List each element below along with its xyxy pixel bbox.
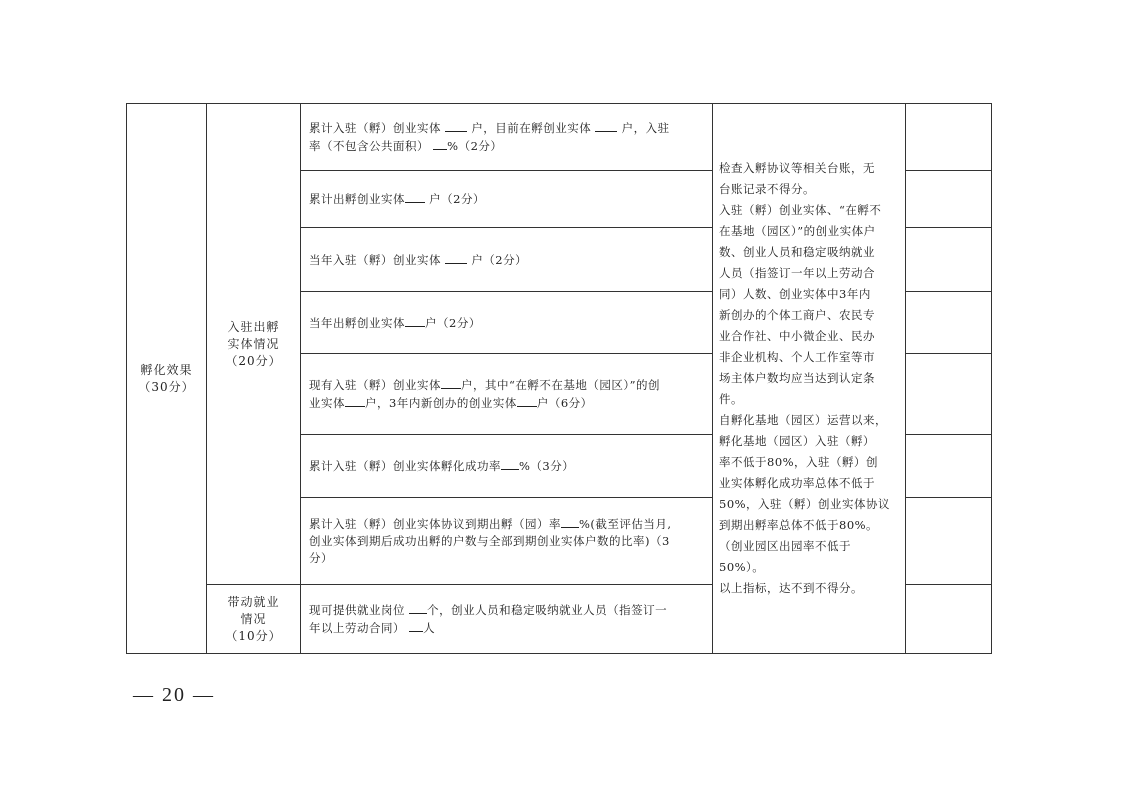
evaluation-table (126, 103, 992, 654)
blank (409, 619, 423, 632)
note-line: 非企业机构、个人工作室等市 (719, 350, 875, 364)
note-line: 率不低于80%，入驻（孵）创 (719, 455, 879, 469)
blank (345, 394, 365, 407)
note-line: 检查入孵协议等相关台账，无 (719, 161, 875, 175)
subcategory-1-line2: 实体情况 (227, 336, 280, 351)
note-line: 同）人数、创业实体中3年内 (719, 287, 871, 301)
note-line: 件。 (719, 392, 743, 406)
score-cell-3[interactable] (906, 228, 992, 292)
note-line: （创业园区出园率不低于 (719, 539, 851, 553)
subcategory-1-line1: 入驻出孵 (227, 319, 280, 334)
blank (441, 376, 461, 389)
blank (445, 119, 467, 132)
note-line: 50%，入驻（孵）创业实体协议 (719, 497, 891, 511)
subcategory-2-score: （10分） (225, 628, 282, 643)
note-line: 50%）。 (719, 560, 765, 574)
blank (501, 457, 519, 470)
blank (405, 314, 425, 327)
note-line: 新创办的个体工商户、农民专 (719, 308, 875, 322)
blank (433, 137, 447, 150)
item-row-8: 现可提供就业岗位 个，创业人员和稳定吸纳就业人员（指签订一 年以上劳动合同） 人 (301, 585, 713, 654)
blank (561, 515, 579, 528)
subcategory-cell-1 (207, 104, 301, 585)
score-cell-7[interactable] (906, 498, 992, 585)
notes-text (719, 158, 899, 599)
subcategory-cell-2 (207, 585, 301, 654)
note-line: 业合作社、中小微企业、民办 (719, 329, 875, 343)
note-line: 场主体户数均应当达到认定条 (719, 371, 875, 385)
note-line: 入驻（孵）创业实体、“在孵不 (719, 203, 882, 217)
category-score: （30分） (138, 379, 195, 394)
score-cell-8[interactable] (906, 585, 992, 654)
score-cell-5[interactable] (906, 354, 992, 435)
note-line: 到期出孵率总体不低于80%。 (719, 518, 879, 532)
item-row-7: 累计入驻（孵）创业实体协议到期出孵（园）率 %(截至评估当月, 创业实体到期后成功出孵的户数与全部到期创业实体户数的比率)（3 分） (301, 498, 713, 585)
note-line: 孵化基地（园区）入驻（孵） (719, 434, 875, 448)
page-number: — 20 — (133, 684, 215, 706)
notes-cell (713, 104, 906, 654)
item-row-1: 累计入驻（孵）创业实体 户，目前在孵创业实体 户，入驻 率（不包含公共面积） %（2分） (301, 104, 713, 171)
score-cell-2[interactable] (906, 171, 992, 228)
category-cell (127, 104, 207, 654)
blank (409, 601, 427, 614)
score-cell-1[interactable] (906, 104, 992, 171)
item-row-3: 当年入驻（孵）创业实体 户（2分） (301, 228, 713, 292)
note-line: 人员（指签订一年以上劳动合 (719, 266, 875, 280)
item-row-5: 现有入驻（孵）创业实体 户，其中“在孵不在基地（园区）”的创 业实体 户，3年内新创办的创业实体 户（6分） (301, 354, 713, 435)
subcategory-2-line1: 带动就业 (227, 594, 280, 609)
note-line: 业实体孵化成功率总体不低于 (719, 476, 875, 490)
note-line: 在基地（园区）”的创业实体户 (719, 224, 876, 238)
blank (405, 190, 425, 203)
category-label: 孵化效果 (140, 362, 193, 377)
score-cell-6[interactable] (906, 435, 992, 498)
item-row-2: 累计出孵创业实体 户（2分） (301, 171, 713, 228)
note-line: 台账记录不得分。 (719, 182, 815, 196)
blank (517, 394, 537, 407)
note-line: 自孵化基地（园区）运营以来， (719, 413, 887, 427)
item-row-6: 累计入驻（孵）创业实体孵化成功率 %（3分） (301, 435, 713, 498)
item-row-4: 当年出孵创业实体 户（2分） (301, 292, 713, 354)
blank (595, 119, 617, 132)
score-cell-4[interactable] (906, 292, 992, 354)
blank (445, 251, 467, 264)
note-line: 数、创业人员和稳定吸纳就业 (719, 245, 875, 259)
subcategory-2-line2: 情况 (240, 611, 267, 626)
subcategory-1-score: （20分） (225, 353, 282, 368)
note-line: 以上指标，达不到不得分。 (719, 581, 863, 595)
